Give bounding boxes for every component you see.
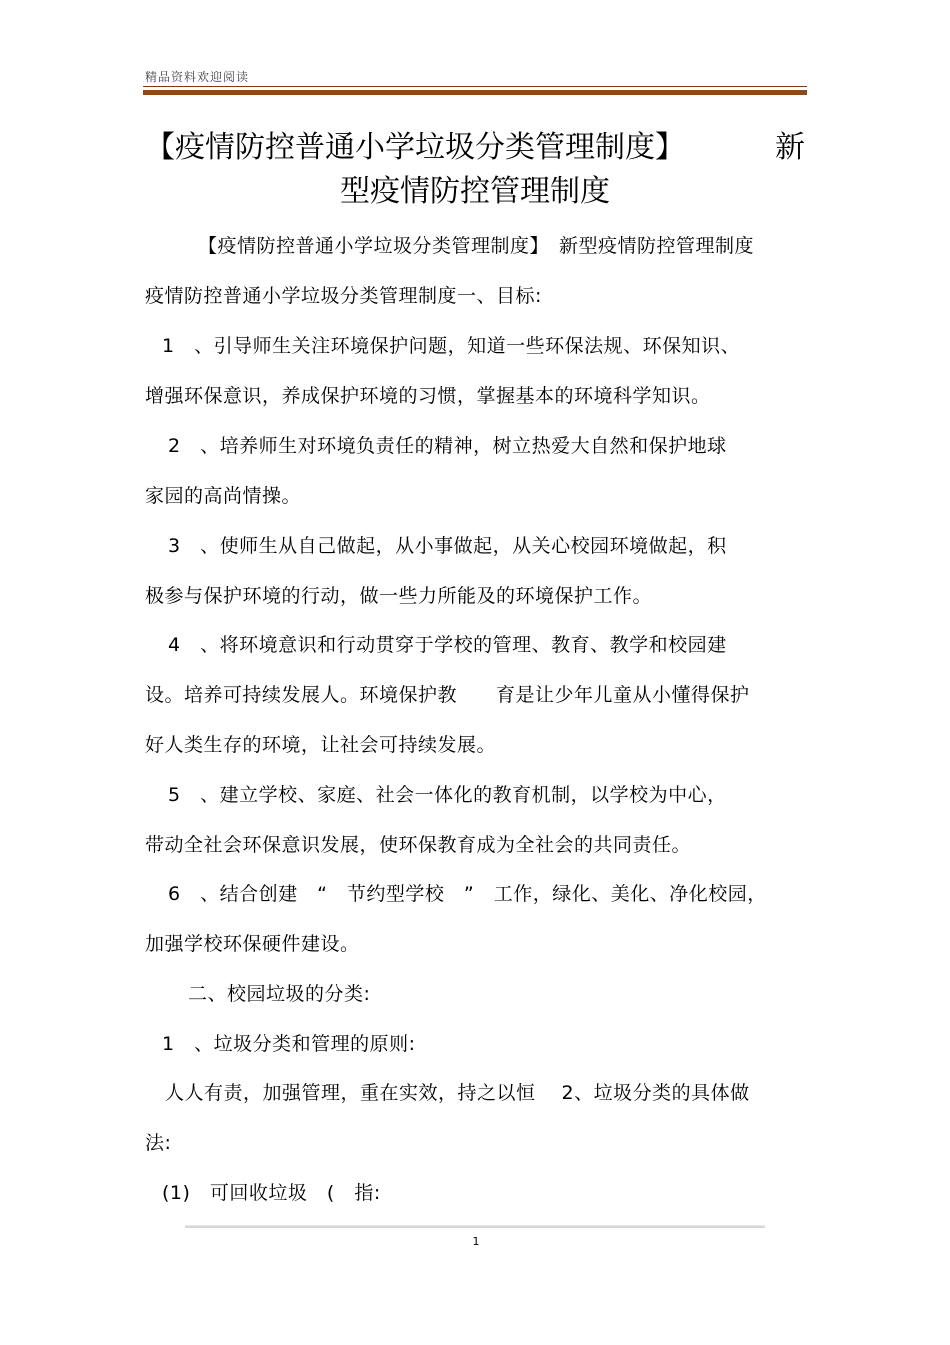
- document-title: [145, 126, 805, 214]
- body-line: 家园的高尚情操。: [145, 485, 302, 507]
- body-line: 好人类生存的环境，让社会可持续发展。: [145, 734, 497, 756]
- body-line: 5 、建立学校、家庭、社会一体化的教育机制，以学校为中心，: [168, 784, 727, 806]
- body-line: 6 、结合创建 “ 节约型学校 ” 工作，绿化、美化、净化校园，: [168, 883, 767, 905]
- header-divider-thick: [143, 90, 807, 95]
- footer-divider: [185, 1225, 765, 1228]
- section-heading: 二、校园垃圾的分类:: [188, 983, 371, 1005]
- title-line-2: 型疫情防控管理制度: [340, 174, 610, 209]
- body-line: 2 、培养师生对环境负责任的精神，树立热爱大自然和保护地球: [168, 435, 727, 457]
- body-line: 1 、引导师生关注环境保护问题，知道一些环保法规、环保知识、: [162, 335, 741, 357]
- title-line-1-right: 新: [775, 130, 805, 165]
- page-header-text: 精品资料欢迎阅读: [145, 70, 250, 84]
- body-line: 极参与保护环境的行动，做一些力所能及的环境保护工作。: [145, 585, 653, 607]
- body-line: 【疫情防控普通小学垃圾分类管理制度】 新型疫情防控管理制度: [198, 235, 755, 257]
- title-line-1: [145, 126, 805, 170]
- page-number: 1: [472, 1235, 480, 1248]
- header-divider-thin: [143, 86, 807, 87]
- body-line: 疫情防控普通小学垃圾分类管理制度一、目标:: [145, 285, 542, 307]
- body-line: 4 、将环境意识和行动贯穿于学校的管理、教育、教学和校园建: [168, 634, 727, 656]
- body-line: 1 、垃圾分类和管理的原则:: [162, 1033, 416, 1055]
- body-line: 增强环保意识，养成保护环境的习惯，掌握基本的环境科学知识。: [145, 385, 711, 407]
- body-line: 人人有责，加强管理，重在实效，持之以恒 2、垃圾分类的具体做: [165, 1082, 750, 1104]
- title-line-1-left: 【疫情防控普通小学垃圾分类管理制度】: [145, 130, 685, 165]
- body-line: 带动全社会环保意识发展，使环保教育成为全社会的共同责任。: [145, 834, 692, 856]
- body-line: 法:: [145, 1132, 172, 1154]
- body-line: (1) 可回收垃圾 ( 指:: [162, 1182, 381, 1204]
- body-line: 加强学校环保硬件建设。: [145, 933, 360, 955]
- body-line: 设。培养可持续发展人。环境保护教 育是让少年儿童从小懂得保护: [145, 684, 750, 706]
- body-line: 3 、使师生从自己做起，从小事做起，从关心校园环境做起，积: [168, 535, 727, 557]
